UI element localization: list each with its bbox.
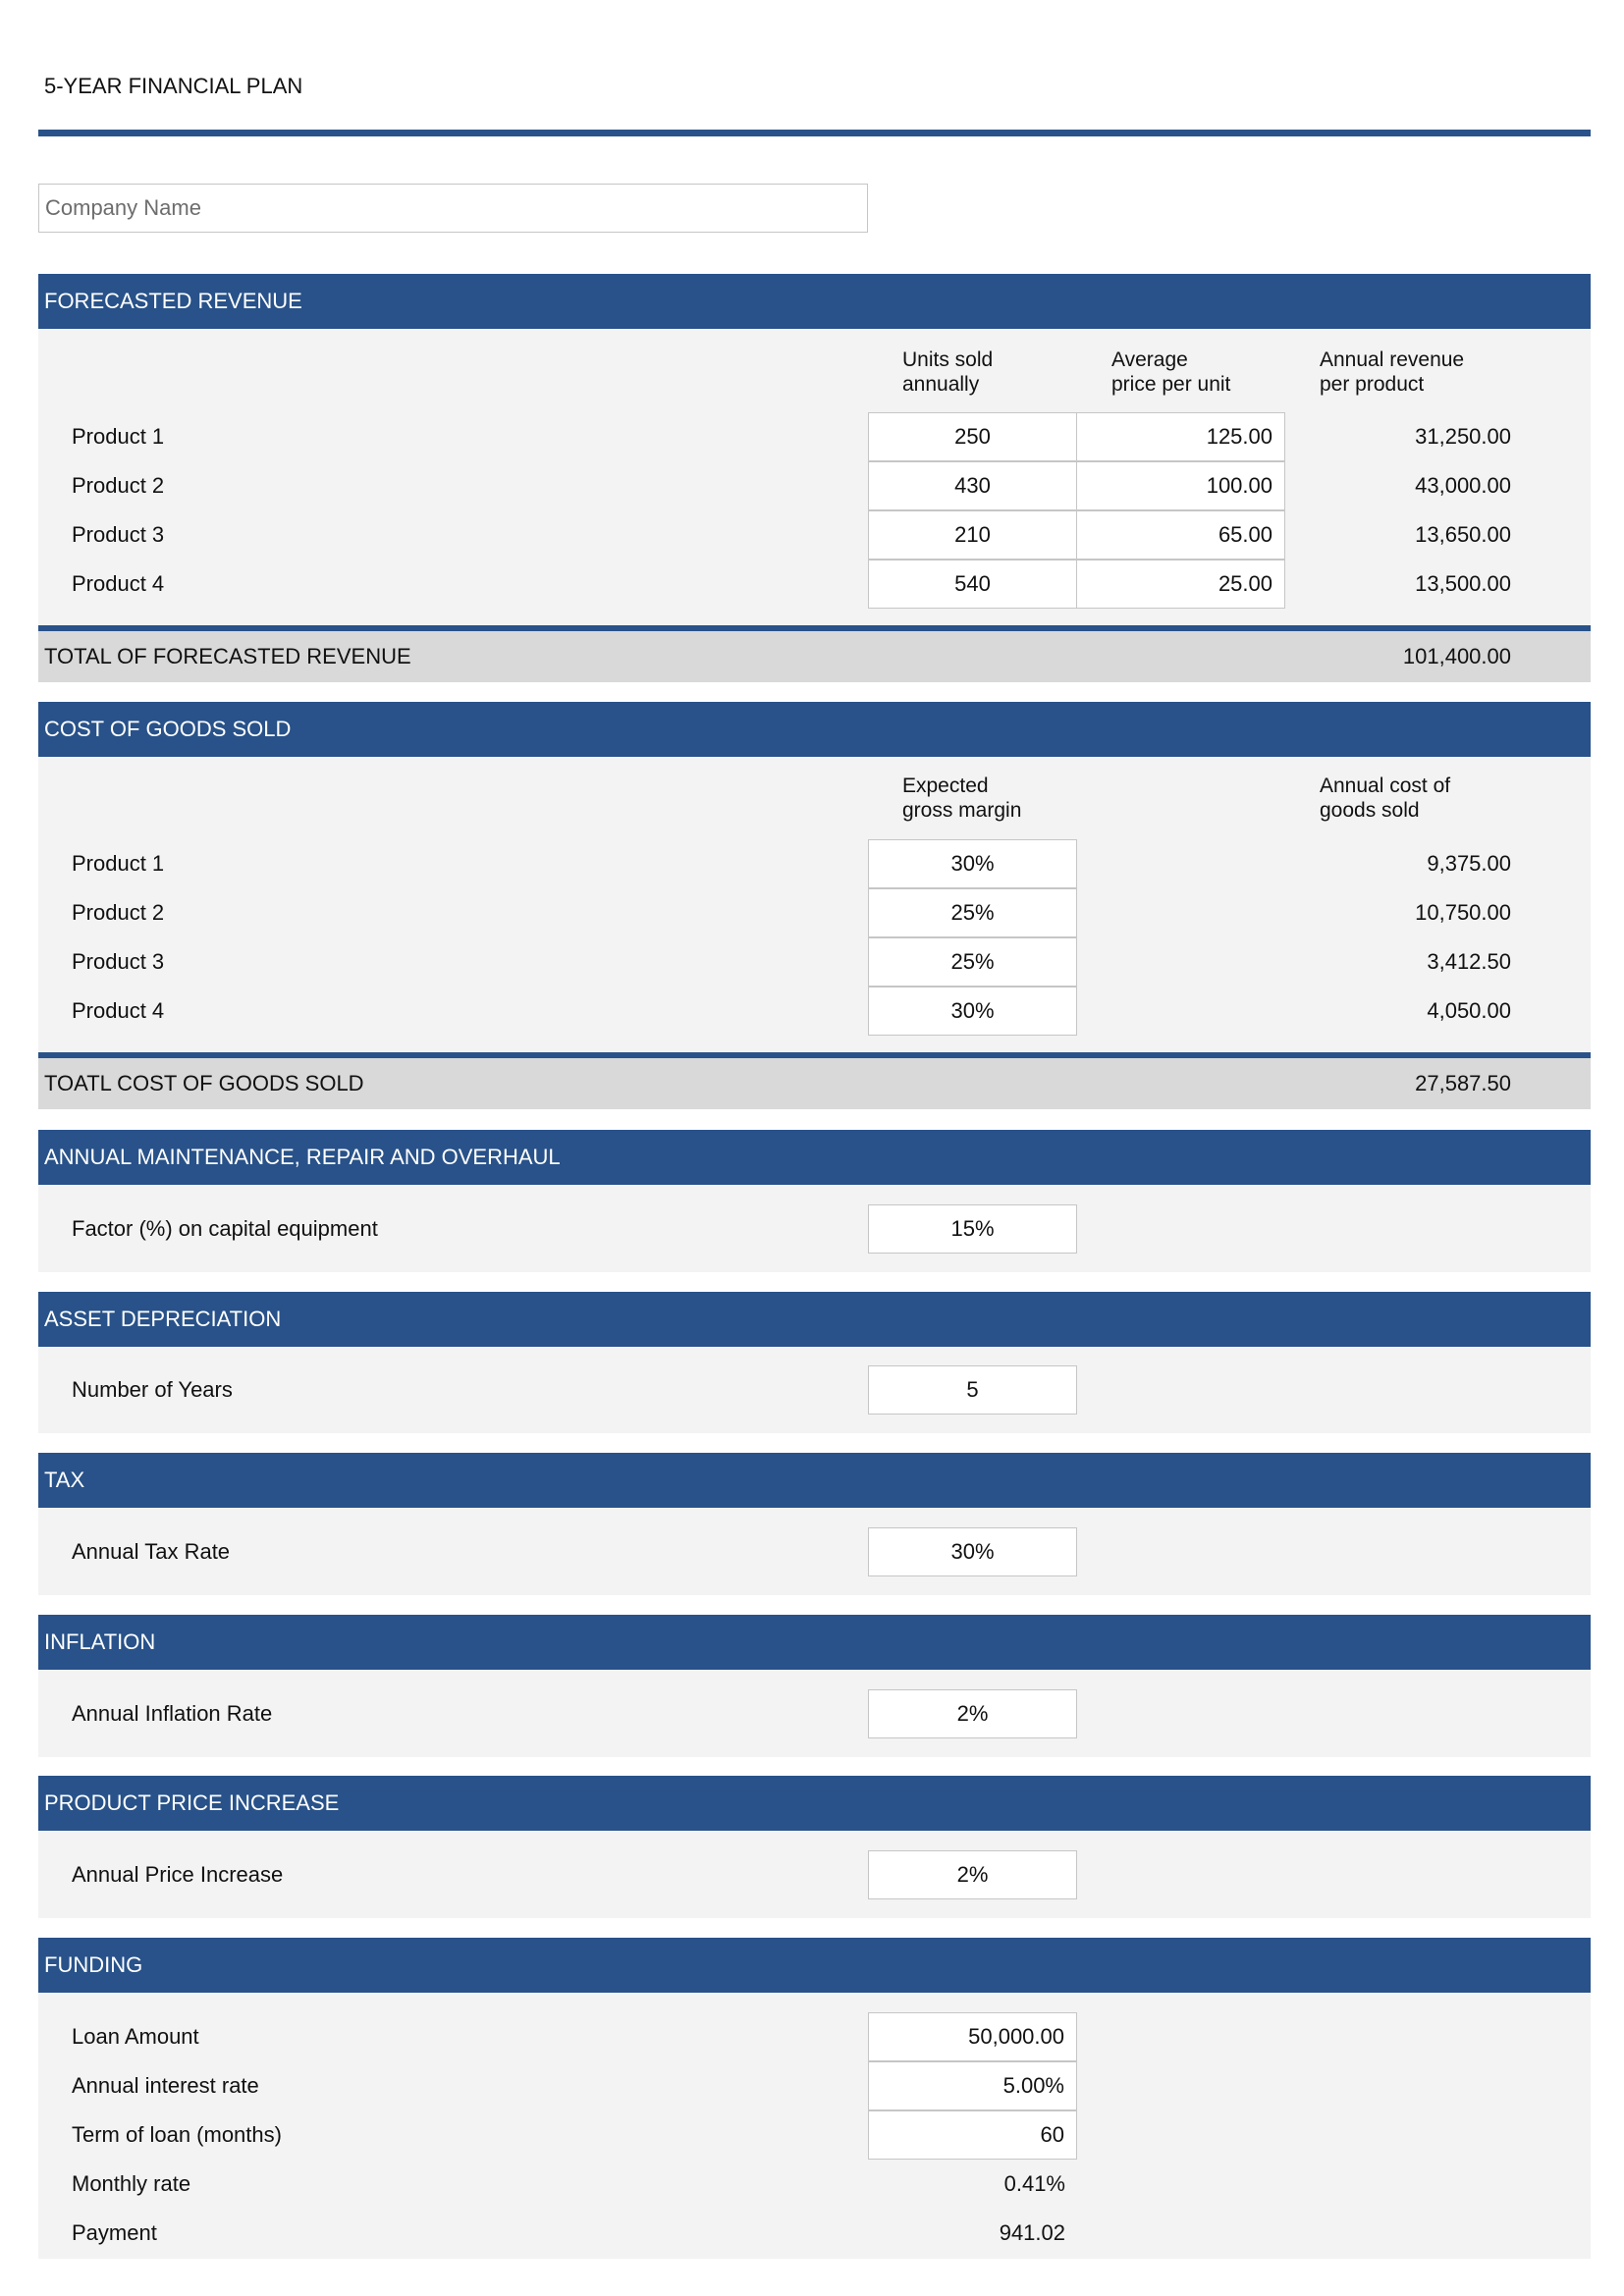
revenue-section-header: FORECASTED REVENUE xyxy=(38,274,1591,329)
col-head-line: price per unit xyxy=(1111,373,1231,396)
col-head-line: Annual cost of xyxy=(1320,774,1451,797)
price-input[interactable]: 65.00 xyxy=(1076,510,1285,560)
col-head-line: Units sold xyxy=(902,348,994,371)
price-input[interactable]: 100.00 xyxy=(1076,461,1285,510)
units-input[interactable]: 250 xyxy=(868,412,1077,461)
interest-rate-input[interactable]: 5.00% xyxy=(868,2061,1077,2110)
maintenance-factor-label: Factor (%) on capital equipment xyxy=(72,1216,378,1241)
gross-margin-column-header xyxy=(902,774,1021,823)
page-title: 5-YEAR FINANCIAL PLAN xyxy=(44,74,303,98)
revenue-row-label: Product 4 xyxy=(72,571,165,596)
tax-rate-input[interactable]: 30% xyxy=(868,1527,1077,1576)
col-head-line: Annual revenue xyxy=(1320,348,1465,371)
revenue-value: 31,250.00 xyxy=(1415,424,1511,449)
units-input[interactable]: 540 xyxy=(868,560,1077,609)
units-sold-column-header xyxy=(902,347,993,397)
years-input[interactable]: 5 xyxy=(868,1365,1077,1415)
price-increase-input[interactable]: 2% xyxy=(868,1850,1077,1899)
payment-label: Payment xyxy=(72,2220,157,2245)
total-value: 27,587.50 xyxy=(1415,1071,1511,1095)
col-head-line: gross margin xyxy=(902,799,1022,822)
tax-rate-label: Annual Tax Rate xyxy=(72,1539,231,1564)
loan-term-label: Term of loan (months) xyxy=(72,2122,282,2147)
col-head-line: goods sold xyxy=(1320,799,1420,822)
col-head-line: per product xyxy=(1320,373,1425,396)
col-head-line: annually xyxy=(902,373,980,396)
cogs-value: 3,412.50 xyxy=(1427,949,1511,974)
maintenance-section-header: ANNUAL MAINTENANCE, REPAIR AND OVERHAUL xyxy=(38,1130,1591,1185)
cogs-row-label: Product 1 xyxy=(72,851,165,876)
total-value: 101,400.00 xyxy=(1402,644,1511,668)
margin-input[interactable]: 30% xyxy=(868,987,1077,1036)
revenue-value: 43,000.00 xyxy=(1415,473,1511,498)
title-divider xyxy=(38,130,1591,136)
cogs-row-label: Product 2 xyxy=(72,900,165,925)
col-head-line: Expected xyxy=(902,774,989,797)
total-label: TOATL COST OF GOODS SOLD xyxy=(44,1071,364,1095)
cogs-row-label: Product 4 xyxy=(72,998,165,1023)
revenue-value: 13,500.00 xyxy=(1415,571,1511,596)
cogs-value: 10,750.00 xyxy=(1415,900,1511,925)
price-input[interactable]: 25.00 xyxy=(1076,560,1285,609)
inflation-section-header: INFLATION xyxy=(38,1615,1591,1670)
units-input[interactable]: 210 xyxy=(868,510,1077,560)
margin-input[interactable]: 25% xyxy=(868,937,1077,987)
interest-rate-label: Annual interest rate xyxy=(72,2073,259,2098)
units-input[interactable]: 430 xyxy=(868,461,1077,510)
cogs-value: 9,375.00 xyxy=(1427,851,1511,876)
revenue-value: 13,650.00 xyxy=(1415,522,1511,547)
maintenance-factor-input[interactable]: 15% xyxy=(868,1204,1077,1254)
loan-term-input[interactable]: 60 xyxy=(868,2110,1077,2160)
cogs-total-row xyxy=(38,1058,1591,1109)
revenue-row-label: Product 1 xyxy=(72,424,165,449)
funding-section-header: FUNDING xyxy=(38,1938,1591,1993)
inflation-rate-input[interactable]: 2% xyxy=(868,1689,1077,1738)
price-input[interactable]: 125.00 xyxy=(1076,412,1285,461)
inflation-rate-label: Annual Inflation Rate xyxy=(72,1701,273,1726)
cogs-row-label: Product 3 xyxy=(72,949,165,974)
depreciation-section-body xyxy=(38,1347,1591,1433)
loan-amount-input[interactable]: 50,000.00 xyxy=(868,2012,1077,2061)
margin-input[interactable]: 25% xyxy=(868,888,1077,937)
cogs-section-header: COST OF GOODS SOLD xyxy=(38,702,1591,757)
margin-input[interactable]: 30% xyxy=(868,839,1077,888)
price-increase-section-header: PRODUCT PRICE INCREASE xyxy=(38,1776,1591,1831)
monthly-rate-label: Monthly rate xyxy=(72,2171,191,2196)
total-label: TOTAL OF FORECASTED REVENUE xyxy=(44,644,411,668)
company-name-field[interactable]: Company Name xyxy=(38,184,868,233)
tax-section-body xyxy=(38,1508,1591,1595)
revenue-total-row xyxy=(38,631,1591,682)
annual-revenue-column-header xyxy=(1320,347,1464,397)
price-increase-label: Annual Price Increase xyxy=(72,1862,284,1887)
revenue-row-label: Product 2 xyxy=(72,473,165,498)
monthly-rate-value: 0.41% xyxy=(1003,2171,1065,2196)
depreciation-section-header: ASSET DEPRECIATION xyxy=(38,1292,1591,1347)
cogs-value: 4,050.00 xyxy=(1427,998,1511,1023)
annual-cost-column-header xyxy=(1320,774,1450,823)
tax-section-header: TAX xyxy=(38,1453,1591,1508)
loan-amount-label: Loan Amount xyxy=(72,2024,199,2049)
years-label: Number of Years xyxy=(72,1377,233,1402)
revenue-row-label: Product 3 xyxy=(72,522,165,547)
col-head-line: Average xyxy=(1111,348,1188,371)
avg-price-column-header xyxy=(1111,347,1230,397)
payment-value: 941.02 xyxy=(999,2220,1065,2245)
